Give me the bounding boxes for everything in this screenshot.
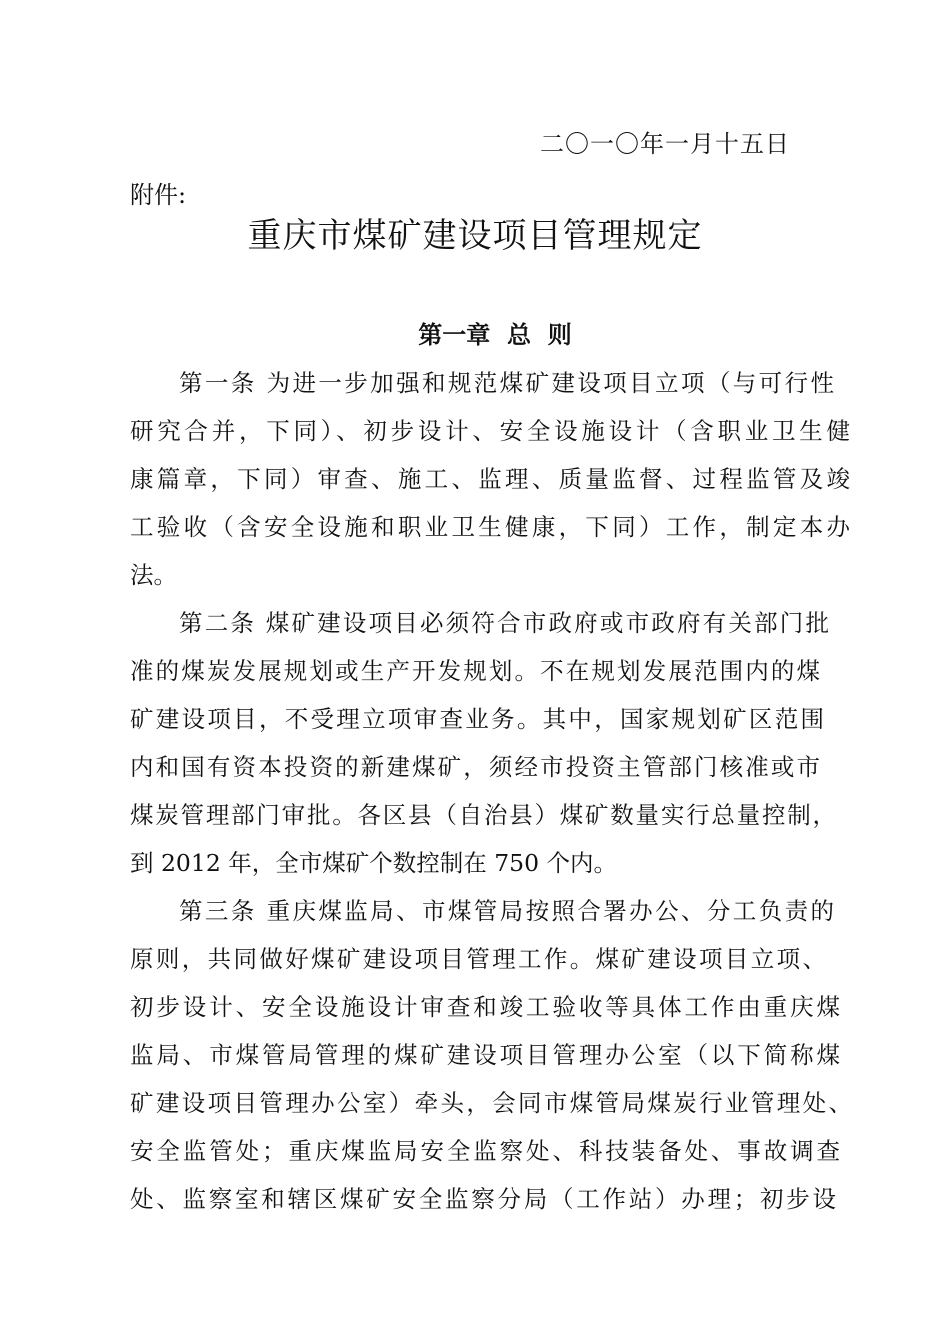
document-title: 重庆市煤矿建设项目管理规定 xyxy=(247,216,703,256)
article-3-line-7: 处、监察室和辖区煤矿安全监察分局（工作站）办理；初步设 xyxy=(130,1185,836,1213)
document-date: 二〇一〇年一月十五日 xyxy=(540,130,790,158)
article-3-line-6: 安全监管处；重庆煤监局安全监察处、科技装备处、事故调查 xyxy=(130,1137,840,1165)
article-3-line-2: 原则，共同做好煤矿建设项目管理工作。煤矿建设项目立项、 xyxy=(130,945,826,973)
article-3-line-4: 监局、市煤管局管理的煤矿建设项目管理办公室（以下简称煤 xyxy=(130,1041,840,1069)
chapter-title: 第一章 总 则 xyxy=(418,321,572,349)
article-1-line-1: 第一条 为进一步加强和规范煤矿建设项目立项（与可行性 xyxy=(179,369,834,397)
article-2-line-6: 到 2012 年，全市煤矿个数控制在 750 个内。 xyxy=(130,849,618,877)
article-2-line-2: 准的煤炭发展规划或生产开发规划。不在规划发展范围内的煤 xyxy=(130,657,820,685)
article-2-line-3: 矿建设项目，不受理立项审查业务。其中，国家规划矿区范围 xyxy=(130,705,824,733)
article-3-line-5: 矿建设项目管理办公室）牵头，会同市煤管局煤炭行业管理处、 xyxy=(130,1089,852,1117)
article-2-line-5: 煤炭管理部门审批。各区县（自治县）煤矿数量实行总量控制， xyxy=(130,801,836,829)
article-2-line-4: 内和国有资本投资的新建煤矿，须经市投资主管部门核准或市 xyxy=(130,753,820,781)
attachment-label: 附件: xyxy=(130,181,187,209)
article-1-line-4: 工验收（含安全设施和职业卫生健康，下同）工作，制定本办 xyxy=(130,513,850,541)
article-1-line-5: 法。 xyxy=(130,561,177,589)
article-1-line-2: 研究合并，下同）、初步设计、安全设施设计（含职业卫生健 xyxy=(130,417,850,445)
article-2-line-1: 第二条 煤矿建设项目必须符合市政府或市政府有关部门批 xyxy=(179,609,829,637)
article-1-line-3: 康篇章，下同）审查、施工、监理、质量监督、过程监管及竣 xyxy=(130,465,850,493)
article-3-line-3: 初步设计、安全设施设计审查和竣工验收等具体工作由重庆煤 xyxy=(130,993,840,1021)
article-3-line-1: 第三条 重庆煤监局、市煤管局按照合署办公、分工负责的 xyxy=(179,897,834,925)
